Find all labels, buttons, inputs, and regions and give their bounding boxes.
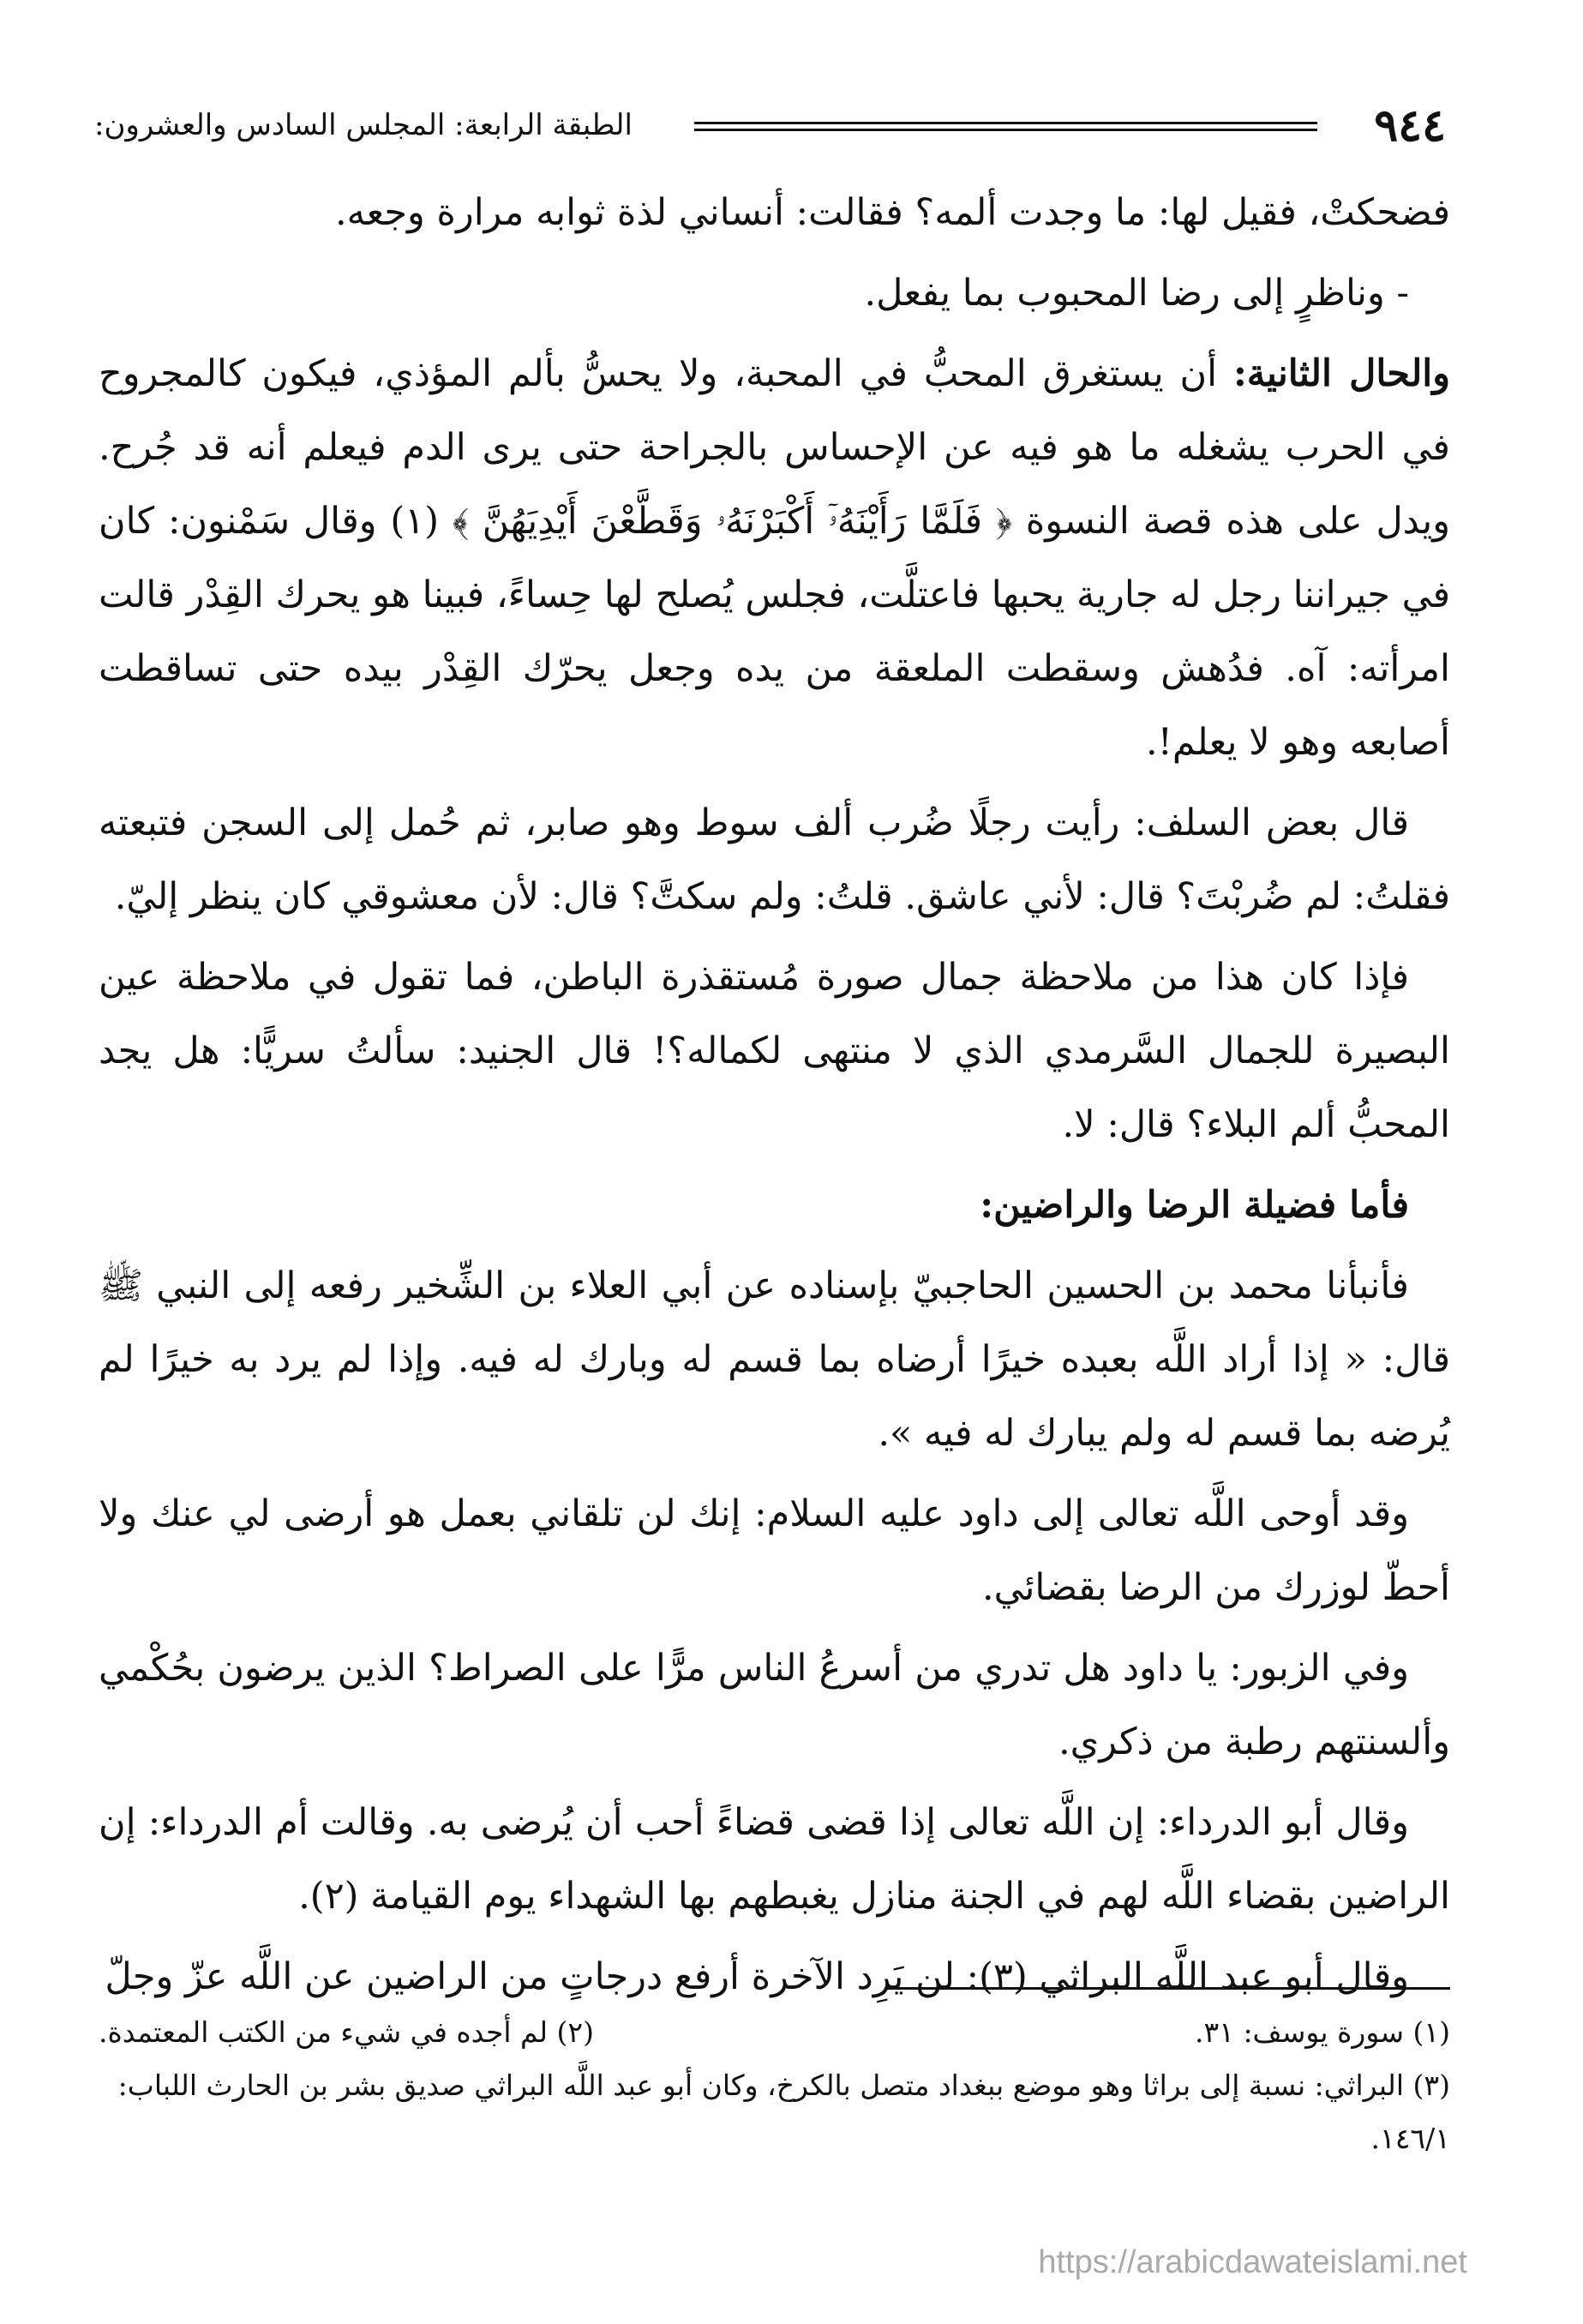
paragraph-3	[99, 337, 1450, 779]
footnote-row	[99, 2006, 1450, 2059]
paragraph-1: فضحكتْ، فقيل لها: ما وجدت ألمه؟ فقالت: أنساني لذة ثوابه مرارة وجعه.	[334, 191, 1450, 234]
footnote-separator	[884, 1987, 1450, 1990]
paragraph-5: فإذا كان هذا من ملاحظة جمال صورة مُستقذرة الباطن، فما تقول في ملاحظة عين البصيرة للجمال السَّرمدي الذي لا منتهى لكماله؟! قال الجنيد: سألتُ سريًّا: هل يجد المحبُّ ألم البلاء؟ قال: لا.	[99, 956, 1450, 1146]
footnotes	[99, 2006, 1450, 2165]
page-header	[94, 96, 1446, 156]
page-number: ٩٤٤	[1374, 99, 1446, 152]
paragraph-8: وفي الزبور: يا داود هل تدري من أسرعُ الناس مرًّا على الصراط؟ الذين يرضون بحُكْمي وألسنتهم رطبة من ذكري.	[99, 1647, 1450, 1763]
main-text	[99, 176, 1450, 2021]
footnote-2: (٢) لم أجده في شيء من الكتب المعتمدة.	[99, 2015, 595, 2049]
header-double-rule	[694, 122, 1317, 131]
watermark-url: https://arabicdawateislami.net	[1038, 2244, 1467, 2280]
paragraph-9: وقال أبو الدرداء: إن اللَّه تعالى إذا قضى قضاءً أحب أن يُرضى به. وقالت أم الدرداء: إن الراضين بقضاء اللَّه لهم في الجنة منازل يغبطهم بها الشهداء يوم القيامة (٢).	[99, 1801, 1450, 1918]
paragraph-10: وقال أبو عبد اللَّه البراثي (٣): لن يَرِد الآخرة أرفع درجاتٍ من الراضين عن اللَّه عزّ وجلّ	[105, 1955, 1409, 1998]
section-heading: فأما فضيلة الرضا والراضين:	[980, 1184, 1409, 1227]
footnote-1: (١) سورة يوسف: ٣١.	[1195, 2015, 1450, 2049]
paragraph-3-text: أن يستغرق المحبُّ في المحبة، ولا يحسُّ بألم المؤذي، فيكون كالمجروح في الحرب يشغله ما هو فيه عن الإحساس بالجراحة حتى يرى الدم فيعلم أنه قد جُرح. ويدل على هذه قصة النسوة ﴿ فَلَمَّا رَأَيْنَهُۥٓ أَكْبَرْنَهُۥ وَقَطَّعْنَ أَيْدِيَهُنَّ ﴾ (١) وقال سَمْنون: كان في جيراننا رجل له جارية يحبها فاعتلَّت، فجلس يُصلح لها حِساءً، فبينا هو يحرك القِدْر قالت امرأته: آه. فدُهش وسقطت الملعقة من يده وجعل يحرّك القِدْر بيده حتى تساقطت أصابعه وهو لا يعلم!.	[99, 352, 1450, 764]
footnote-3: (٣) البراثي: نسبة إلى براثا وهو موضع ببغداد متصل بالكرخ، وكان أبو عبد اللَّه البراثي صديق بشر بن الحارث اللباب: ١٤٦/١.	[117, 2069, 1450, 2155]
running-title: الطبقة الرابعة: المجلس السادس والعشرون:	[94, 108, 633, 142]
paragraph-7: وقد أوحى اللَّه تعالى إلى داود عليه السلام: إنك لن تلقاني بعمل هو أرضى لي عنك ولا أحطّ لوزرك من الرضا بقضائي.	[99, 1492, 1450, 1609]
paragraph-3-lead: والحال الثانية:	[1232, 352, 1451, 395]
paragraph-6: فأنبأنا محمد بن الحسين الحاجبيّ بإسناده عن أبي العلاء بن الشِّخير رفعه إلى النبي ﷺ قال: « إذا أراد اللَّه بعبده خيرًا أرضاه بما قسم له وبارك له فيه. وإذا لم يرد به خيرًا لم يُرضه بما قسم له ولم يبارك له فيه ».	[99, 1264, 1450, 1455]
paragraph-2: - وناظرٍ إلى رضا المحبوب بما يفعل.	[864, 272, 1409, 315]
paragraph-4: قال بعض السلف: رأيت رجلًا ضُرب ألف سوط وهو صابر، ثم حُمل إلى السجن فتبعته فقلتُ: لم ضُربْتَ؟ قال: لأني عاشق. قلتُ: ولم سكتَّ؟ قال: لأن معشوقي كان ينظر إليّ.	[99, 802, 1450, 918]
